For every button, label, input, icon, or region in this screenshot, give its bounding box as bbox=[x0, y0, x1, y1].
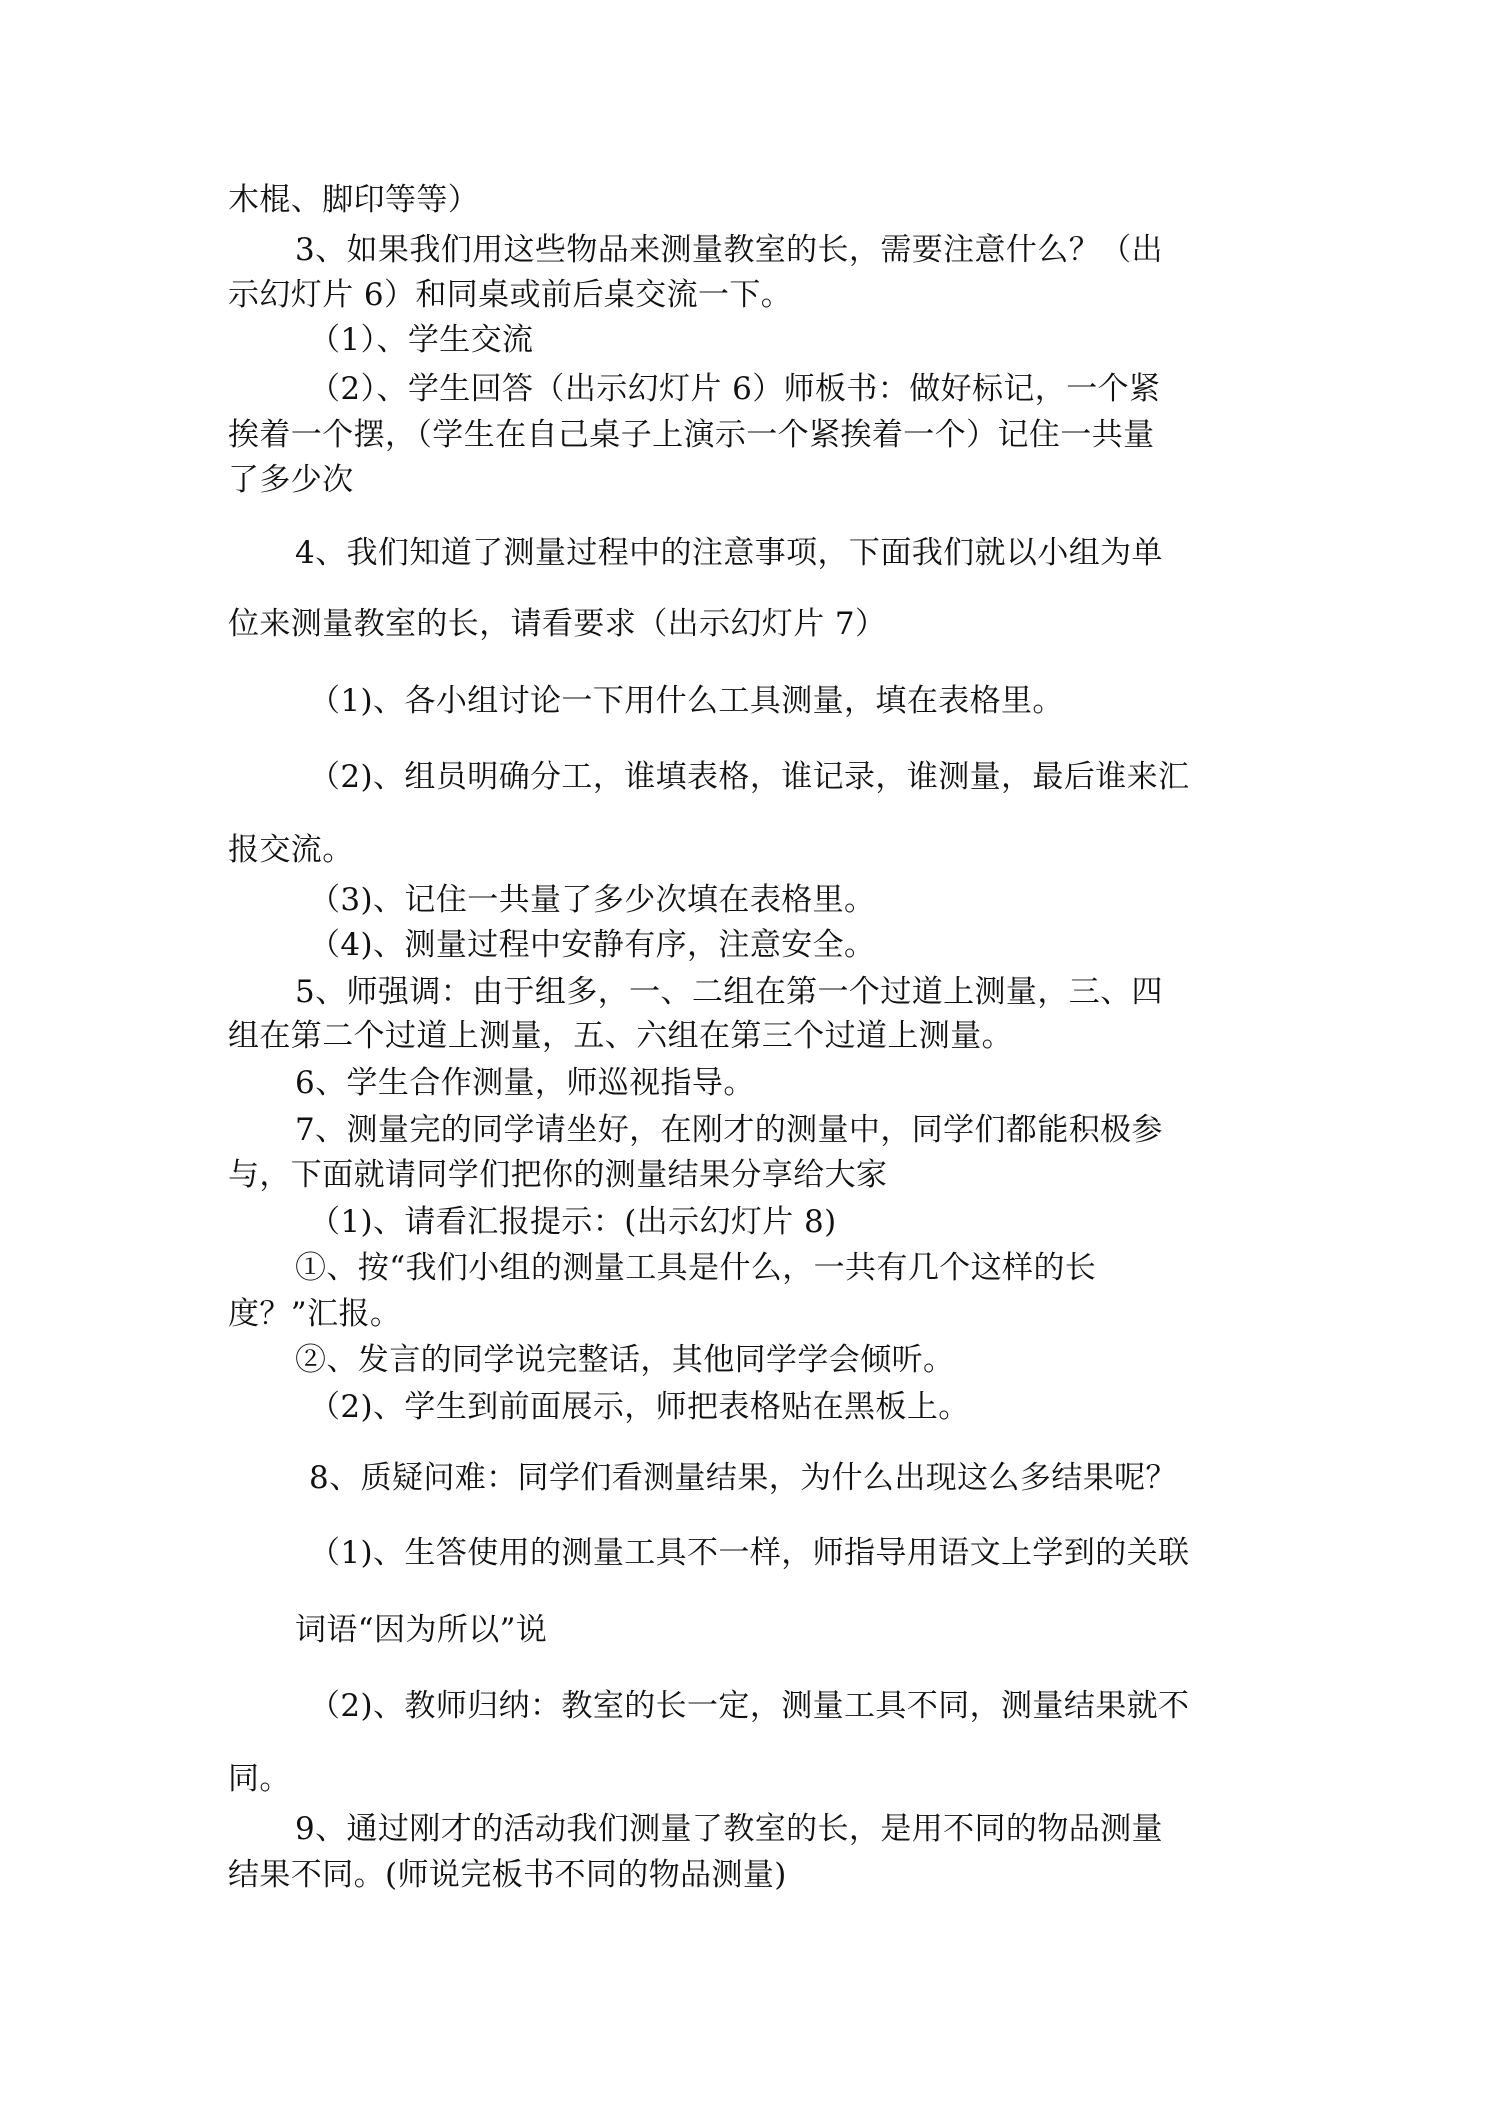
text-line-26: （1)、生答使用的测量工具不一样，师指导用语文上学到的关联 bbox=[309, 1535, 1190, 1571]
text-line-23: ②、发言的同学说完整话，其他同学学会倾听。 bbox=[295, 1342, 955, 1378]
text-line-2: 3、如果我们用这些物品来测量教室的长，需要注意什么？（出 bbox=[295, 232, 1163, 268]
text-line-16: 组在第二个过道上测量，五、六组在第三个过道上测量。 bbox=[228, 1018, 1013, 1054]
text-line-6: 挨着一个摆，（学生在自己桌子上演示一个紧挨着一个）记住一共量 bbox=[228, 417, 1155, 453]
text-line-10: （1)、各小组讨论一下用什么工具测量，填在表格里。 bbox=[309, 683, 1064, 719]
text-line-11: （2)、组员明确分工，谁填表格，谁记录，谁测量，最后谁来汇 bbox=[309, 759, 1190, 795]
text-line-1: 木棍、脚印等等） bbox=[228, 182, 480, 218]
text-line-19: 与，下面就请同学们把你的测量结果分享给大家 bbox=[228, 1157, 888, 1193]
text-line-27: 词语“因为所以”说 bbox=[295, 1612, 548, 1648]
text-line-9: 位来测量教室的长，请看要求（出示幻灯片 7） bbox=[228, 606, 887, 642]
text-line-4: （1）、学生交流 bbox=[309, 322, 534, 358]
text-line-24: （2)、学生到前面展示，师把表格贴在黑板上。 bbox=[309, 1389, 970, 1425]
text-line-14: （4)、测量过程中安静有序，注意安全。 bbox=[309, 927, 876, 963]
text-line-21: ①、按“我们小组的测量工具是什么，一共有几个这样的长 bbox=[295, 1250, 1097, 1286]
text-line-8: 4、我们知道了测量过程中的注意事项，下面我们就以小组为单 bbox=[295, 535, 1163, 571]
text-line-3: 示幻灯片 6）和同桌或前后桌交流一下。 bbox=[228, 277, 793, 313]
text-line-7: 了多少次 bbox=[228, 462, 354, 498]
text-line-22: 度？”汇报。 bbox=[228, 1296, 402, 1332]
text-line-31: 结果不同。(师说完板书不同的物品测量) bbox=[228, 1857, 787, 1893]
text-line-17: 6、学生合作测量，师巡视指导。 bbox=[295, 1065, 755, 1101]
text-line-29: 同。 bbox=[228, 1761, 291, 1797]
text-line-25: 8、质疑问难：同学们看测量结果，为什么出现这么多结果呢？ bbox=[309, 1460, 1177, 1496]
text-line-5: （2）、学生回答（出示幻灯片 6）师板书：做好标记，一个紧 bbox=[309, 371, 1161, 407]
text-line-18: 7、测量完的同学请坐好，在刚才的测量中，同学们都能积极参 bbox=[295, 1112, 1163, 1148]
text-line-20: （1)、请看汇报提示：(出示幻灯片 8) bbox=[309, 1204, 837, 1240]
text-line-13: （3)、记住一共量了多少次填在表格里。 bbox=[309, 882, 876, 918]
text-line-30: 9、通过刚才的活动我们测量了教室的长，是用不同的物品测量 bbox=[295, 1811, 1163, 1847]
text-line-28: （2)、教师归纳：教室的长一定，测量工具不同，测量结果就不 bbox=[309, 1688, 1190, 1724]
text-line-15: 5、师强调：由于组多，一、二组在第一个过道上测量，三、四 bbox=[295, 974, 1163, 1010]
text-line-12: 报交流。 bbox=[228, 832, 354, 868]
